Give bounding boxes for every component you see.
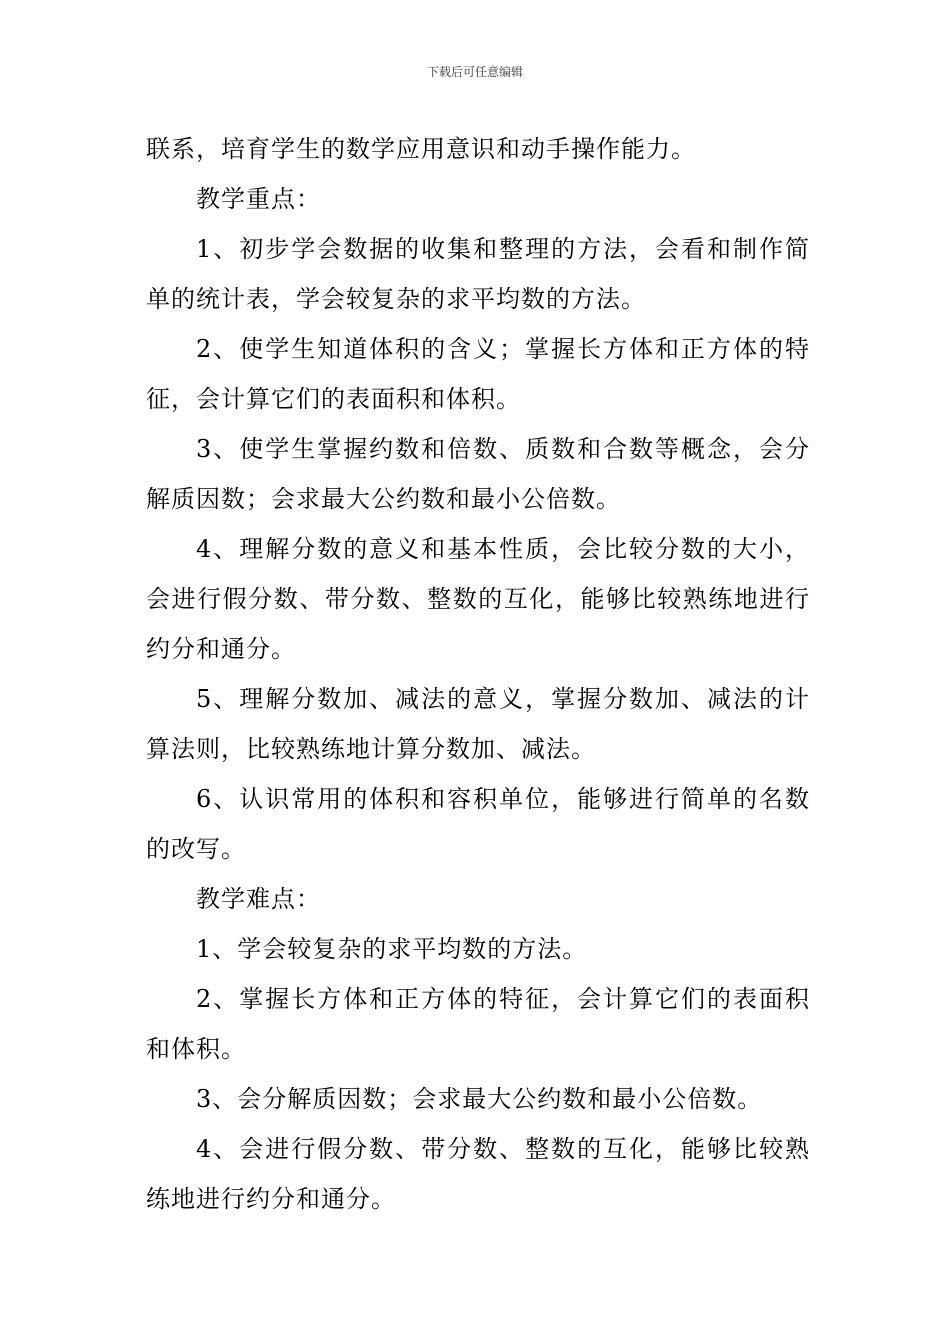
key-point-5: 5、理解分数加、减法的意义，掌握分数加、减法的计算法则，比较熟练地计算分数加、减法。 xyxy=(146,685,810,763)
difficulty-4: 4、会进行假分数、带分数、整数的互化，能够比较熟练地进行约分和通分。 xyxy=(146,1135,810,1213)
key-point-4: 4、理解分数的意义和基本性质，会比较分数的大小，会进行假分数、带分数、整数的互化，能够比较熟练地进行约分和通分。 xyxy=(146,535,810,663)
paragraph-continuation: 联系，培育学生的数学应用意识和动手操作能力。 xyxy=(146,135,696,163)
difficulty-2: 2、掌握长方体和正方体的特征，会计算它们的表面积和体积。 xyxy=(146,985,810,1063)
key-point-2: 2、使学生知道体积的含义；掌握长方体和正方体的特征，会计算它们的表面积和体积。 xyxy=(146,335,810,413)
key-point-6: 6、认识常用的体积和容积单位，能够进行简单的名数的改写。 xyxy=(146,785,810,863)
difficulty-3: 3、会分解质因数；会求最大公约数和最小公倍数。 xyxy=(196,1085,763,1113)
document-body xyxy=(146,124,810,1224)
section-heading-key-points: 教学重点： xyxy=(196,185,321,213)
header-note: 下载后可任意编辑 xyxy=(426,65,523,79)
key-point-3: 3、使学生掌握约数和倍数、质数和合数等概念，会分解质因数；会求最大公约数和最小公倍数。 xyxy=(146,435,810,513)
key-point-1: 1、初步学会数据的收集和整理的方法，会看和制作简单的统计表，学会较复杂的求平均数的方法。 xyxy=(146,235,810,313)
difficulty-1: 1、学会较复杂的求平均数的方法。 xyxy=(196,935,588,963)
section-heading-difficulties: 教学难点： xyxy=(196,885,321,913)
